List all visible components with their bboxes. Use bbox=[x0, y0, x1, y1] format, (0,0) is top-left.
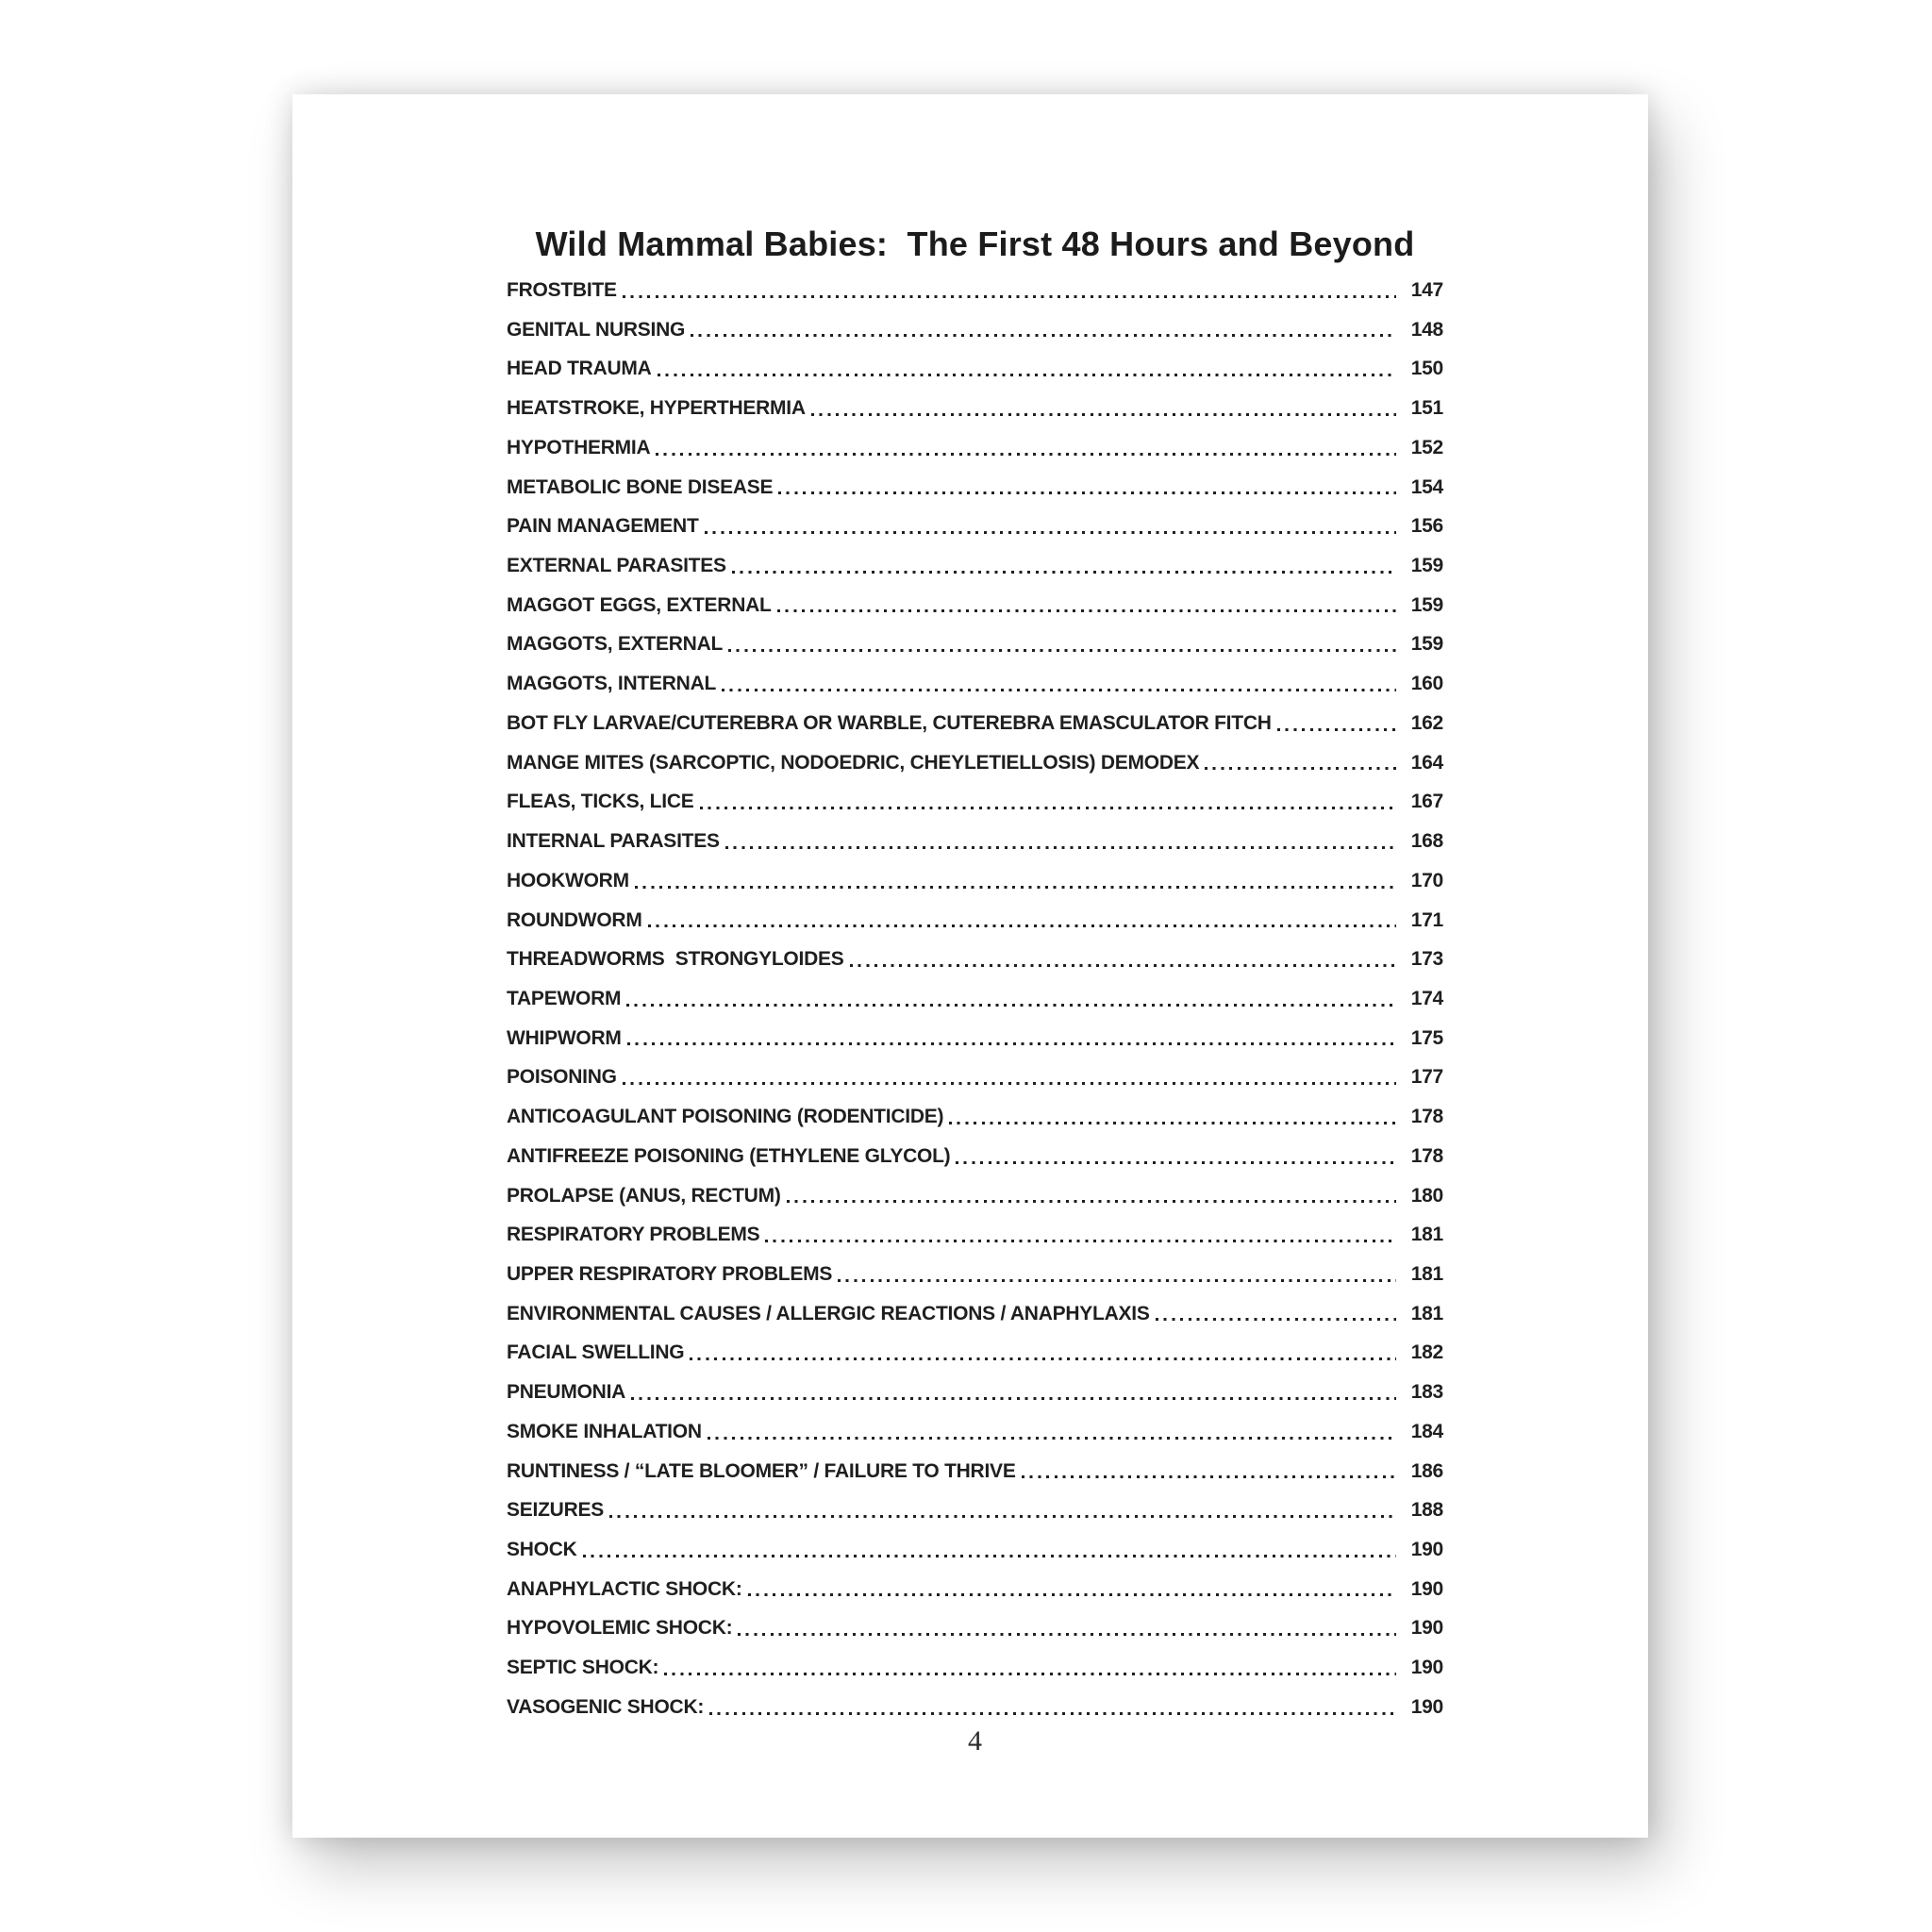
dot-leader bbox=[838, 1279, 1396, 1282]
dot-leader bbox=[664, 1673, 1396, 1675]
toc-entry bbox=[507, 310, 1443, 350]
toc-entry-label: ANAPHYLACTIC SHOCK: bbox=[507, 1577, 742, 1600]
dot-leader bbox=[623, 1082, 1396, 1085]
toc-entry bbox=[507, 1294, 1443, 1334]
toc-entry bbox=[507, 1097, 1443, 1137]
toc-entry bbox=[507, 1608, 1443, 1648]
toc-entry-page-number: 156 bbox=[1410, 515, 1443, 538]
toc-entry-label: METABOLIC BONE DISEASE bbox=[507, 475, 774, 498]
toc-entry-page-number: 171 bbox=[1410, 908, 1443, 931]
toc-entry bbox=[507, 389, 1443, 428]
dot-leader bbox=[623, 295, 1396, 298]
toc-entry-page-number: 170 bbox=[1410, 869, 1443, 891]
dot-leader bbox=[725, 846, 1396, 849]
toc-entry-page-number: 181 bbox=[1410, 1224, 1443, 1246]
toc-entry bbox=[507, 822, 1443, 861]
toc-entry-label: VASOGENIC SHOCK: bbox=[507, 1695, 705, 1718]
toc-entry-page-number: 178 bbox=[1410, 1106, 1443, 1128]
toc-entry-page-number: 159 bbox=[1410, 633, 1443, 656]
toc-entry-label: ROUNDWORM bbox=[507, 908, 642, 931]
toc-entry-label: MAGGOTS, EXTERNAL bbox=[507, 633, 724, 656]
dot-leader bbox=[609, 1515, 1396, 1518]
dot-leader bbox=[708, 1437, 1396, 1440]
toc-entry-label: UPPER RESPIRATORY PROBLEMS bbox=[507, 1262, 833, 1285]
toc-entry-label: SHOCK bbox=[507, 1539, 577, 1560]
toc-entry bbox=[507, 940, 1443, 979]
toc-entry bbox=[507, 468, 1443, 508]
toc-entry bbox=[507, 507, 1443, 546]
dot-leader bbox=[656, 453, 1396, 456]
toc-entry-page-number: 168 bbox=[1410, 830, 1443, 853]
toc-entry-label: MAGGOT EGGS, EXTERNAL bbox=[507, 593, 772, 616]
toc-entry-label: BOT FLY LARVAE/CUTEREBRA OR WARBLE, CUTEREBRA EMASCULATOR FITCH bbox=[507, 711, 1272, 734]
dot-leader bbox=[691, 334, 1396, 337]
page-number-footer: 4 bbox=[968, 1724, 982, 1757]
toc-entry bbox=[507, 1648, 1443, 1688]
dot-leader bbox=[777, 609, 1396, 612]
dot-leader bbox=[690, 1357, 1396, 1360]
dot-leader bbox=[722, 689, 1396, 691]
toc-entry-label: HEAD TRAUMA bbox=[507, 358, 652, 380]
toc-entry-page-number: 148 bbox=[1410, 318, 1443, 341]
toc-entry-label: POISONING bbox=[507, 1066, 617, 1089]
toc-entry-label: PNEUMONIA bbox=[507, 1381, 626, 1404]
toc-entry-page-number: 183 bbox=[1410, 1381, 1443, 1404]
toc-entry-page-number: 181 bbox=[1410, 1262, 1443, 1285]
toc-entry-label: TAPEWORM bbox=[507, 987, 622, 1009]
dot-leader bbox=[626, 1004, 1396, 1007]
toc-entry-label: WHIPWORM bbox=[507, 1026, 622, 1049]
toc-entry bbox=[507, 625, 1443, 664]
toc-entry-label: HOOKWORM bbox=[507, 869, 629, 891]
toc-entry bbox=[507, 664, 1443, 704]
dot-leader bbox=[700, 807, 1396, 809]
toc-entry bbox=[507, 1491, 1443, 1530]
dot-leader bbox=[728, 649, 1396, 652]
dot-leader bbox=[748, 1593, 1396, 1596]
toc-entry bbox=[507, 743, 1443, 783]
toc-entry-label: MANGE MITES (SARCOPTIC, NODOEDRIC, CHEYLETIELLOSIS) DEMODEX bbox=[507, 751, 1200, 774]
toc-entry-label: THREADWORMS STRONGYLOIDES bbox=[507, 948, 844, 971]
toc-entry-page-number: 182 bbox=[1410, 1341, 1443, 1364]
toc-entry-label: RUNTINESS / “LATE BLOOMER” / FAILURE TO THRIVE bbox=[507, 1459, 1016, 1482]
dot-leader bbox=[635, 886, 1396, 889]
table-of-contents bbox=[507, 271, 1443, 1727]
toc-entry-page-number: 160 bbox=[1410, 673, 1443, 695]
toc-entry-label: INTERNAL PARASITES bbox=[507, 830, 720, 853]
toc-entry bbox=[507, 1137, 1443, 1176]
toc-entry-page-number: 150 bbox=[1410, 358, 1443, 380]
toc-entry bbox=[507, 1176, 1443, 1216]
toc-entry-page-number: 152 bbox=[1410, 436, 1443, 458]
dot-leader bbox=[949, 1122, 1396, 1124]
toc-entry-page-number: 174 bbox=[1410, 987, 1443, 1009]
dot-leader bbox=[778, 491, 1396, 494]
toc-entry bbox=[507, 1452, 1443, 1491]
toc-entry bbox=[507, 271, 1443, 310]
toc-entry bbox=[507, 428, 1443, 468]
toc-entry-label: ANTIFREEZE POISONING (ETHYLENE GLYCOL) bbox=[507, 1144, 951, 1167]
toc-entry-label: HEATSTROKE, HYPERTHERMIA bbox=[507, 397, 806, 420]
toc-entry bbox=[507, 546, 1443, 586]
toc-entry bbox=[507, 1255, 1443, 1294]
toc-entry bbox=[507, 586, 1443, 625]
toc-entry bbox=[507, 1058, 1443, 1097]
toc-entry-label: ANTICOAGULANT POISONING (RODENTICIDE) bbox=[507, 1106, 944, 1128]
toc-entry bbox=[507, 349, 1443, 389]
toc-entry bbox=[507, 901, 1443, 941]
toc-entry-page-number: 190 bbox=[1410, 1695, 1443, 1718]
dot-leader bbox=[709, 1712, 1396, 1715]
toc-entry-page-number: 184 bbox=[1410, 1420, 1443, 1442]
toc-entry bbox=[507, 1019, 1443, 1058]
toc-entry bbox=[507, 979, 1443, 1019]
dot-leader bbox=[705, 531, 1396, 534]
toc-entry bbox=[507, 704, 1443, 743]
toc-entry-label: FROSTBITE bbox=[507, 279, 617, 301]
toc-entry-label: FLEAS, TICKS, LICE bbox=[507, 791, 694, 813]
toc-entry-page-number: 190 bbox=[1410, 1657, 1443, 1679]
toc-entry bbox=[507, 1215, 1443, 1255]
dot-leader bbox=[1156, 1318, 1396, 1321]
toc-entry-label: EXTERNAL PARASITES bbox=[507, 555, 726, 577]
dot-leader bbox=[811, 413, 1396, 416]
toc-entry-page-number: 167 bbox=[1410, 791, 1443, 813]
dot-leader bbox=[627, 1042, 1396, 1045]
dot-leader bbox=[583, 1555, 1396, 1557]
toc-entry-page-number: 154 bbox=[1410, 475, 1443, 498]
toc-entry-label: RESPIRATORY PROBLEMS bbox=[507, 1224, 760, 1246]
dot-leader bbox=[850, 964, 1396, 967]
toc-entry-label: GENITAL NURSING bbox=[507, 318, 686, 341]
toc-entry-page-number: 147 bbox=[1410, 279, 1443, 301]
dot-leader bbox=[787, 1200, 1396, 1203]
toc-entry-page-number: 181 bbox=[1410, 1302, 1443, 1324]
toc-entry-label: SEPTIC SHOCK: bbox=[507, 1657, 659, 1679]
toc-entry-page-number: 159 bbox=[1410, 555, 1443, 577]
dot-leader bbox=[1205, 767, 1396, 770]
toc-entry-label: SEIZURES bbox=[507, 1499, 605, 1522]
toc-entry bbox=[507, 782, 1443, 822]
toc-entry-label: HYPOVOLEMIC SHOCK: bbox=[507, 1617, 733, 1640]
toc-entry bbox=[507, 1333, 1443, 1373]
document-page bbox=[292, 94, 1648, 1838]
toc-entry bbox=[507, 1530, 1443, 1570]
toc-entry-label: ENVIRONMENTAL CAUSES / ALLERGIC REACTIONS / ANAPHYLAXIS bbox=[507, 1302, 1150, 1324]
toc-entry bbox=[507, 1688, 1443, 1727]
toc-entry-label: PROLAPSE (ANUS, RECTUM) bbox=[507, 1184, 781, 1207]
dot-leader bbox=[1022, 1475, 1396, 1478]
dot-leader bbox=[1277, 728, 1396, 731]
toc-entry-label: HYPOTHERMIA bbox=[507, 436, 651, 458]
dot-leader bbox=[956, 1161, 1396, 1164]
toc-entry bbox=[507, 1412, 1443, 1452]
toc-entry-page-number: 188 bbox=[1410, 1499, 1443, 1522]
dot-leader bbox=[631, 1397, 1396, 1400]
toc-entry-label: PAIN MANAGEMENT bbox=[507, 515, 699, 538]
toc-entry-page-number: 162 bbox=[1410, 711, 1443, 734]
dot-leader bbox=[765, 1240, 1396, 1242]
toc-entry-label: SMOKE INHALATION bbox=[507, 1420, 702, 1442]
document-title: Wild Mammal Babies: The First 48 Hours and Beyond bbox=[535, 225, 1415, 263]
toc-entry-page-number: 186 bbox=[1410, 1459, 1443, 1482]
toc-entry-page-number: 180 bbox=[1410, 1184, 1443, 1207]
toc-entry-label: MAGGOTS, INTERNAL bbox=[507, 673, 717, 695]
dot-leader bbox=[732, 571, 1396, 574]
toc-entry-label: FACIAL SWELLING bbox=[507, 1341, 685, 1364]
dot-leader bbox=[738, 1633, 1396, 1636]
toc-entry-page-number: 164 bbox=[1410, 751, 1443, 774]
dot-leader bbox=[658, 374, 1396, 376]
dot-leader bbox=[648, 924, 1396, 927]
toc-entry-page-number: 190 bbox=[1410, 1577, 1443, 1600]
toc-entry-page-number: 159 bbox=[1410, 593, 1443, 616]
toc-entry-page-number: 177 bbox=[1410, 1066, 1443, 1089]
toc-entry-page-number: 173 bbox=[1410, 948, 1443, 971]
toc-entry bbox=[507, 1570, 1443, 1609]
toc-entry-page-number: 190 bbox=[1410, 1617, 1443, 1640]
toc-entry-page-number: 175 bbox=[1410, 1026, 1443, 1049]
toc-entry bbox=[507, 861, 1443, 901]
toc-entry-page-number: 151 bbox=[1410, 397, 1443, 420]
toc-entry-page-number: 178 bbox=[1410, 1144, 1443, 1167]
toc-entry-page-number: 190 bbox=[1410, 1539, 1443, 1560]
toc-entry bbox=[507, 1373, 1443, 1412]
